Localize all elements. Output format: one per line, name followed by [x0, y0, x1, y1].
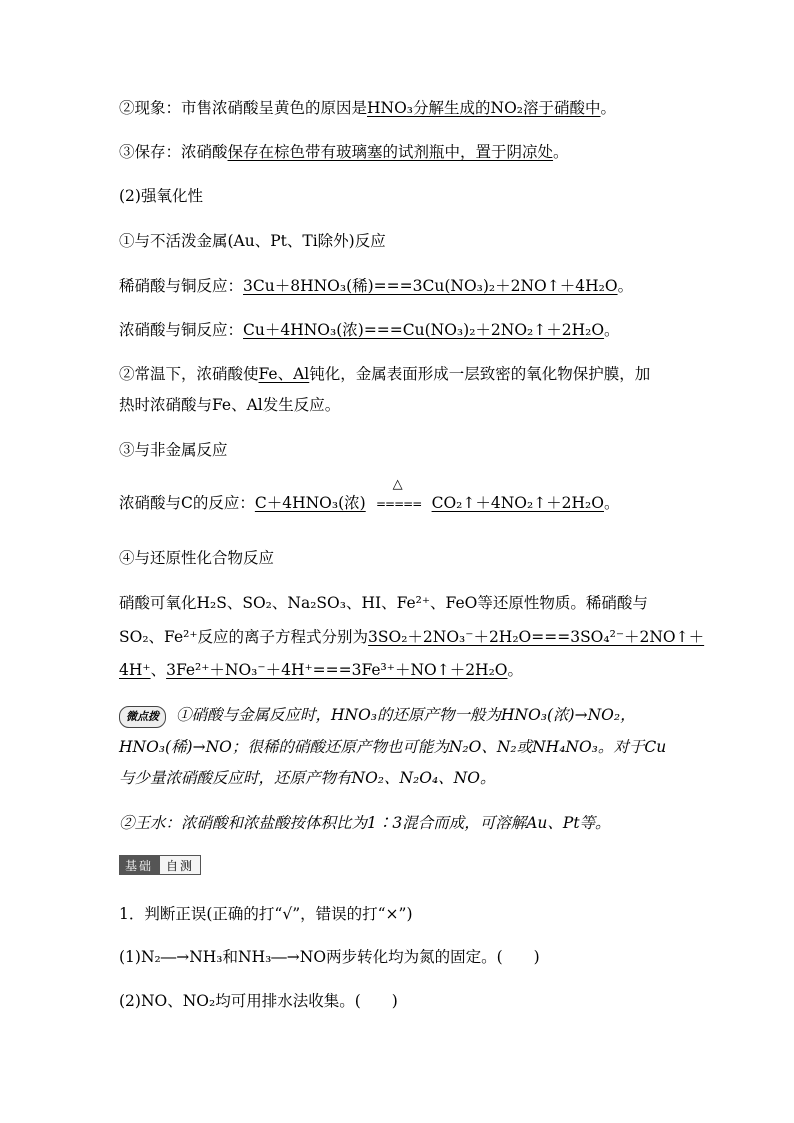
- text: 。: [604, 321, 620, 339]
- text: 稀硝酸与铜反应：: [119, 277, 244, 295]
- text: 。: [507, 661, 524, 679]
- answer-blank: 保存在棕色带有玻璃塞的试剂瓶中，置于阴凉处: [227, 143, 554, 161]
- line-ionic-eq-cont: [119, 660, 523, 680]
- tip-badge: 微点拨: [119, 706, 166, 728]
- line-storage: [119, 142, 569, 162]
- text: ②常温下，浓硝酸使: [119, 365, 259, 383]
- equation-left: C＋4HNO₃(浓): [254, 494, 366, 512]
- text: 钝化，金属表面形成一层致密的氧化物保护膜，加: [309, 365, 651, 383]
- line-passivation-cont: 热时浓硝酸与Fe、Al发生反应。: [119, 396, 341, 414]
- section-tag-self-test: [119, 855, 201, 875]
- tag-self-test: 自测: [159, 855, 201, 875]
- line-ionic-eq: [119, 627, 704, 647]
- note-line-3: 与少量浓硝酸反应时，还原产物有NO₂、N₂O₄、NO。: [119, 769, 496, 787]
- question-1-title: 1．判断正误(正确的打“√”，错误的打“×”): [119, 905, 413, 923]
- answer-blank: Fe、Al: [258, 365, 310, 383]
- text: 、: [150, 661, 167, 679]
- equation-right: CO₂↑＋4NO₂↑＋2H₂O: [431, 494, 604, 512]
- line-carbon-reaction: [119, 477, 620, 514]
- equals-sign: =====: [376, 497, 422, 511]
- note-line-2: HNO₃(稀)→NO；很稀的硝酸还原产物也可能为N₂O、N₂或NH₄NO₃。对于Cu: [119, 738, 667, 756]
- heading-strong-oxidizing: (2)强氧化性: [119, 187, 203, 205]
- text: ③保存：浓硝酸: [119, 143, 228, 161]
- line-passivation: [119, 364, 650, 384]
- text: 浓硝酸与铜反应：: [119, 321, 244, 339]
- text: ②现象：市售浓硝酸呈黄色的原因是: [119, 99, 368, 117]
- text: SO₂、Fe²⁺反应的离子方程式分别为: [119, 628, 369, 646]
- equation: 4H⁺: [119, 661, 151, 679]
- heat-symbol: △: [392, 477, 403, 492]
- note-aqua-regia: ②王水：浓硝酸和浓盐酸按体积比为1∶3混合而成，可溶解Au、Pt等。: [119, 814, 611, 832]
- text: 。: [553, 143, 569, 161]
- sub-heading-inactive-metals: ①与不活泼金属(Au、Pt、Ti除外)反应: [119, 232, 386, 250]
- heat-condition: [371, 477, 427, 514]
- sub-heading-reducing-compounds: ④与还原性化合物反应: [119, 549, 275, 567]
- question-1-item-2: (2)NO、NO₂均可用排水法收集。( ): [119, 992, 398, 1010]
- equation: 3Cu＋8HNO₃(稀)===3Cu(NO₃)₂＋2NO↑＋4H₂O: [243, 277, 618, 295]
- text: 。: [600, 99, 617, 117]
- line-dilute-copper: [119, 276, 633, 296]
- answer-blank: HNO₃分解生成的NO₂溶于硝酸中: [367, 99, 601, 117]
- equation: Cu＋4HNO₃(浓)===Cu(NO₃)₂＋2NO₂↑＋2H₂O: [243, 321, 605, 339]
- equation: 3Fe²⁺＋NO₃⁻＋4H⁺===3Fe³⁺＋NO↑＋2H₂O: [166, 661, 508, 679]
- text: 浓硝酸与C的反应：: [119, 494, 255, 512]
- line-conc-copper: [119, 320, 620, 340]
- text: ①硝酸与金属反应时，HNO₃的还原产物一般为HNO₃(浓)→NO₂，: [176, 706, 636, 724]
- text: 。: [603, 494, 620, 512]
- question-1-item-1: (1)N₂―→NH₃和NH₃―→NO两步转化均为氮的固定。( ): [119, 948, 540, 966]
- tag-basic: 基础: [119, 855, 159, 875]
- equation: 3SO₂＋2NO₃⁻＋2H₂O===3SO₄²⁻＋2NO↑＋: [368, 628, 705, 646]
- sub-heading-nonmetals: ③与非金属反应: [119, 441, 228, 459]
- line-phenomenon: [119, 98, 616, 118]
- note-line-1: [119, 705, 636, 728]
- text: 。: [617, 277, 634, 295]
- line-oxidizes: 硝酸可氧化H₂S、SO₂、Na₂SO₃、HI、Fe²⁺、FeO等还原性物质。稀硝酸与: [119, 594, 648, 612]
